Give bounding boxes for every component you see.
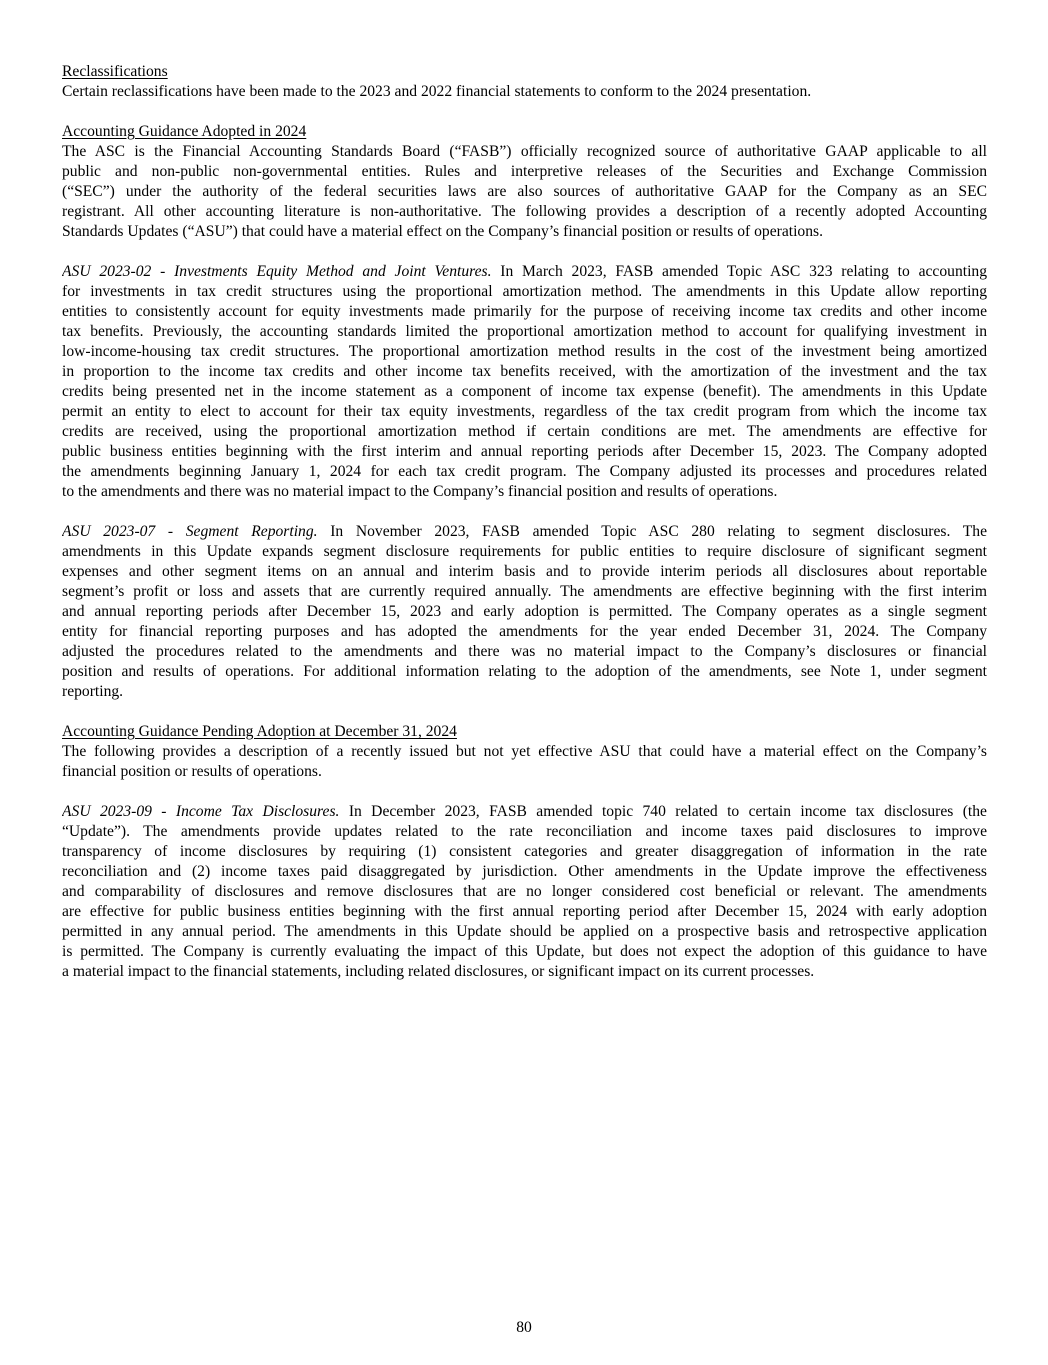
text-line bbox=[62, 662, 987, 682]
paragraph-lead-title: ASU 2023-07 - Segment Reporting. bbox=[62, 523, 318, 540]
text-line bbox=[62, 842, 987, 862]
text-line bbox=[62, 942, 987, 962]
text-line-content: In March 2023, FASB amended Topic ASC 323 relating to accounting bbox=[500, 263, 987, 280]
text-line bbox=[62, 742, 987, 762]
text-line-content: In November 2023, FASB amended Topic ASC 280 relating to segment disclosures. The bbox=[330, 523, 987, 540]
text-line bbox=[62, 882, 987, 902]
text-line-content: financial position or results of operations. bbox=[62, 763, 322, 780]
paragraph bbox=[62, 262, 987, 502]
text-line bbox=[62, 422, 987, 442]
text-line bbox=[62, 622, 987, 642]
text-line-content: and comparability of disclosures and remove disclosures that are no longer considered cost beneficial or relevant. The amendments bbox=[62, 883, 987, 900]
page-number: 80 bbox=[516, 1319, 532, 1336]
text-line-content: for investments in tax credit structures using the proportional amortization method. The amendments in this Update allow reporting bbox=[62, 283, 987, 300]
section bbox=[62, 62, 987, 102]
section bbox=[62, 722, 987, 982]
text-line bbox=[62, 682, 987, 702]
blank-line bbox=[62, 502, 987, 522]
text-line bbox=[62, 962, 987, 982]
text-line bbox=[62, 922, 987, 942]
section-heading bbox=[62, 722, 987, 742]
text-line bbox=[62, 322, 987, 342]
text-line bbox=[62, 822, 987, 842]
text-line-content: adjusted the procedures related to the amendments and there was no material impact to the Company’s disclosures or financial bbox=[62, 643, 987, 660]
text-line-content: are effective for public business entities beginning with the first annual reporting period after December 15, 2024 with early adoption bbox=[62, 903, 987, 920]
text-line-content: permit an entity to elect to account for their tax equity investments, regardless of the tax credit program from which the income tax bbox=[62, 403, 987, 420]
section bbox=[62, 122, 987, 702]
text-line-content: reconciliation and (2) income taxes paid disaggregated by jurisdiction. Other amendments in the Update improve the effectiveness bbox=[62, 863, 987, 880]
text-line bbox=[62, 482, 987, 502]
text-line-content: credits being presented net in the income statement as a component of income tax expense (benefit). The amendments in this Update bbox=[62, 383, 987, 400]
text-line-content: registrant. All other accounting literature is non-authoritative. The following provides a description of a recently adopted Accounting bbox=[62, 203, 987, 220]
text-line-content: In December 2023, FASB amended topic 740 related to certain income tax disclosures (the bbox=[348, 803, 987, 820]
blank-line bbox=[62, 242, 987, 262]
text-line-content: segment’s profit or loss and assets that are currently required annually. The amendments are effective beginning with the first interim bbox=[62, 583, 987, 600]
paragraph bbox=[62, 802, 987, 982]
section-heading-text: Accounting Guidance Pending Adoption at December 31, 2024 bbox=[62, 723, 457, 740]
section-heading-text: Accounting Guidance Adopted in 2024 bbox=[62, 123, 307, 140]
text-line bbox=[62, 302, 987, 322]
text-line-content: public and non-public non-governmental entities. Rules and interpretive releases of the Securities and Exchange Commission bbox=[62, 163, 987, 180]
text-line-content: The ASC is the Financial Accounting Standards Board (“FASB”) officially recognized source of authoritative GAAP applicable to all bbox=[62, 143, 987, 160]
text-line bbox=[62, 222, 987, 242]
text-line-content: Standards Updates (“ASU”) that could have a material effect on the Company’s financial position or results of operations. bbox=[62, 223, 823, 240]
paragraph-lead-title: ASU 2023-02 - Investments Equity Method and Joint Ventures. bbox=[62, 263, 492, 280]
text-line-content: amendments in this Update expands segment disclosure requirements for public entities to require disclosure of significant segment bbox=[62, 543, 987, 560]
text-line bbox=[62, 562, 987, 582]
blank-line bbox=[62, 782, 987, 802]
text-line-content: expenses and other segment items on an annual and interim basis and to provide interim periods all disclosures about reportable bbox=[62, 563, 987, 580]
text-line bbox=[62, 162, 987, 182]
text-line bbox=[62, 762, 987, 782]
text-line-content: Certain reclassifications have been made to the 2023 and 2022 financial statements to conform to the 2024 presentation. bbox=[62, 83, 812, 100]
document-body bbox=[62, 62, 987, 982]
paragraph-lead-title: ASU 2023-09 - Income Tax Disclosures. bbox=[62, 803, 340, 820]
text-line-content: public business entities beginning with the first interim and annual reporting periods after December 15, 2023. The Company adopted bbox=[62, 443, 987, 460]
text-line bbox=[62, 202, 987, 222]
text-line bbox=[62, 542, 987, 562]
text-line bbox=[62, 282, 987, 302]
text-line bbox=[62, 362, 987, 382]
text-line bbox=[62, 902, 987, 922]
text-line-content: reporting. bbox=[62, 683, 124, 700]
paragraph bbox=[62, 522, 987, 702]
text-line-content: entity for financial reporting purposes and has adopted the amendments for the year ended December 31, 2024. The Company bbox=[62, 623, 987, 640]
section-heading bbox=[62, 62, 987, 82]
blank-line bbox=[62, 102, 987, 122]
paragraph bbox=[62, 82, 987, 102]
blank-line bbox=[62, 702, 987, 722]
section-heading bbox=[62, 122, 987, 142]
text-line bbox=[62, 582, 987, 602]
text-line bbox=[62, 402, 987, 422]
text-line-content: The following provides a description of a recently issued but not yet effective ASU that could have a material effect on the Company’s bbox=[62, 743, 987, 760]
text-line-content: transparency of income disclosures by requiring (1) consistent categories and greater disaggregation of information in the rate bbox=[62, 843, 987, 860]
text-line-content: entities to consistently account for equity investments made primarily for the purpose of receiving income tax credits and other income bbox=[62, 303, 987, 320]
text-line bbox=[62, 442, 987, 462]
text-line bbox=[62, 522, 987, 542]
text-line-content: position and results of operations. For additional information relating to the adoption of the amendments, see Note 1, under segment bbox=[62, 663, 987, 680]
text-line-content: is permitted. The Company is currently evaluating the impact of this Update, but does not expect the adoption of this guidance to have bbox=[62, 943, 987, 960]
text-line bbox=[62, 342, 987, 362]
section-heading-text: Reclassifications bbox=[62, 63, 168, 80]
text-line-content: to the amendments and there was no material impact to the Company’s financial position and results of operations. bbox=[62, 483, 778, 500]
text-line bbox=[62, 382, 987, 402]
text-line-content: permitted in any annual period. The amendments in this Update should be applied on a prospective basis and retrospective application bbox=[62, 923, 987, 940]
text-line bbox=[62, 262, 987, 282]
text-line-content: tax benefits. Previously, the accounting standards limited the proportional amortization method to account for qualifying investment in bbox=[62, 323, 987, 340]
text-line bbox=[62, 642, 987, 662]
text-line-content: (“SEC”) under the authority of the federal securities laws are also sources of authoritative GAAP for the Company as an SEC bbox=[62, 183, 987, 200]
text-line bbox=[62, 462, 987, 482]
text-line bbox=[62, 802, 987, 822]
paragraph bbox=[62, 742, 987, 782]
text-line-content: in proportion to the income tax credits and other income tax benefits received, with the amortization of the investment and the tax bbox=[62, 363, 987, 380]
text-line bbox=[62, 602, 987, 622]
text-line bbox=[62, 142, 987, 162]
text-line bbox=[62, 862, 987, 882]
text-line bbox=[62, 182, 987, 202]
text-line-content: credits are received, using the proportional amortization method if certain conditions are met. The amendments are effective for bbox=[62, 423, 987, 440]
text-line-content: a material impact to the financial statements, including related disclosures, or significant impact on its current processes. bbox=[62, 963, 815, 980]
paragraph bbox=[62, 142, 987, 242]
text-line-content: low-income-housing tax credit structures. The proportional amortization method results in the cost of the investment being amortized bbox=[62, 343, 987, 360]
text-line bbox=[62, 82, 987, 102]
text-line-content: “Update”). The amendments provide updates related to the rate reconciliation and income taxes paid disclosures to improve bbox=[62, 823, 987, 840]
text-line-content: the amendments beginning January 1, 2024 for each tax credit program. The Company adjusted its processes and procedures related bbox=[62, 463, 987, 480]
text-line-content: and annual reporting periods after December 15, 2023 and early adoption is permitted. The Company operates as a single segment bbox=[62, 603, 987, 620]
